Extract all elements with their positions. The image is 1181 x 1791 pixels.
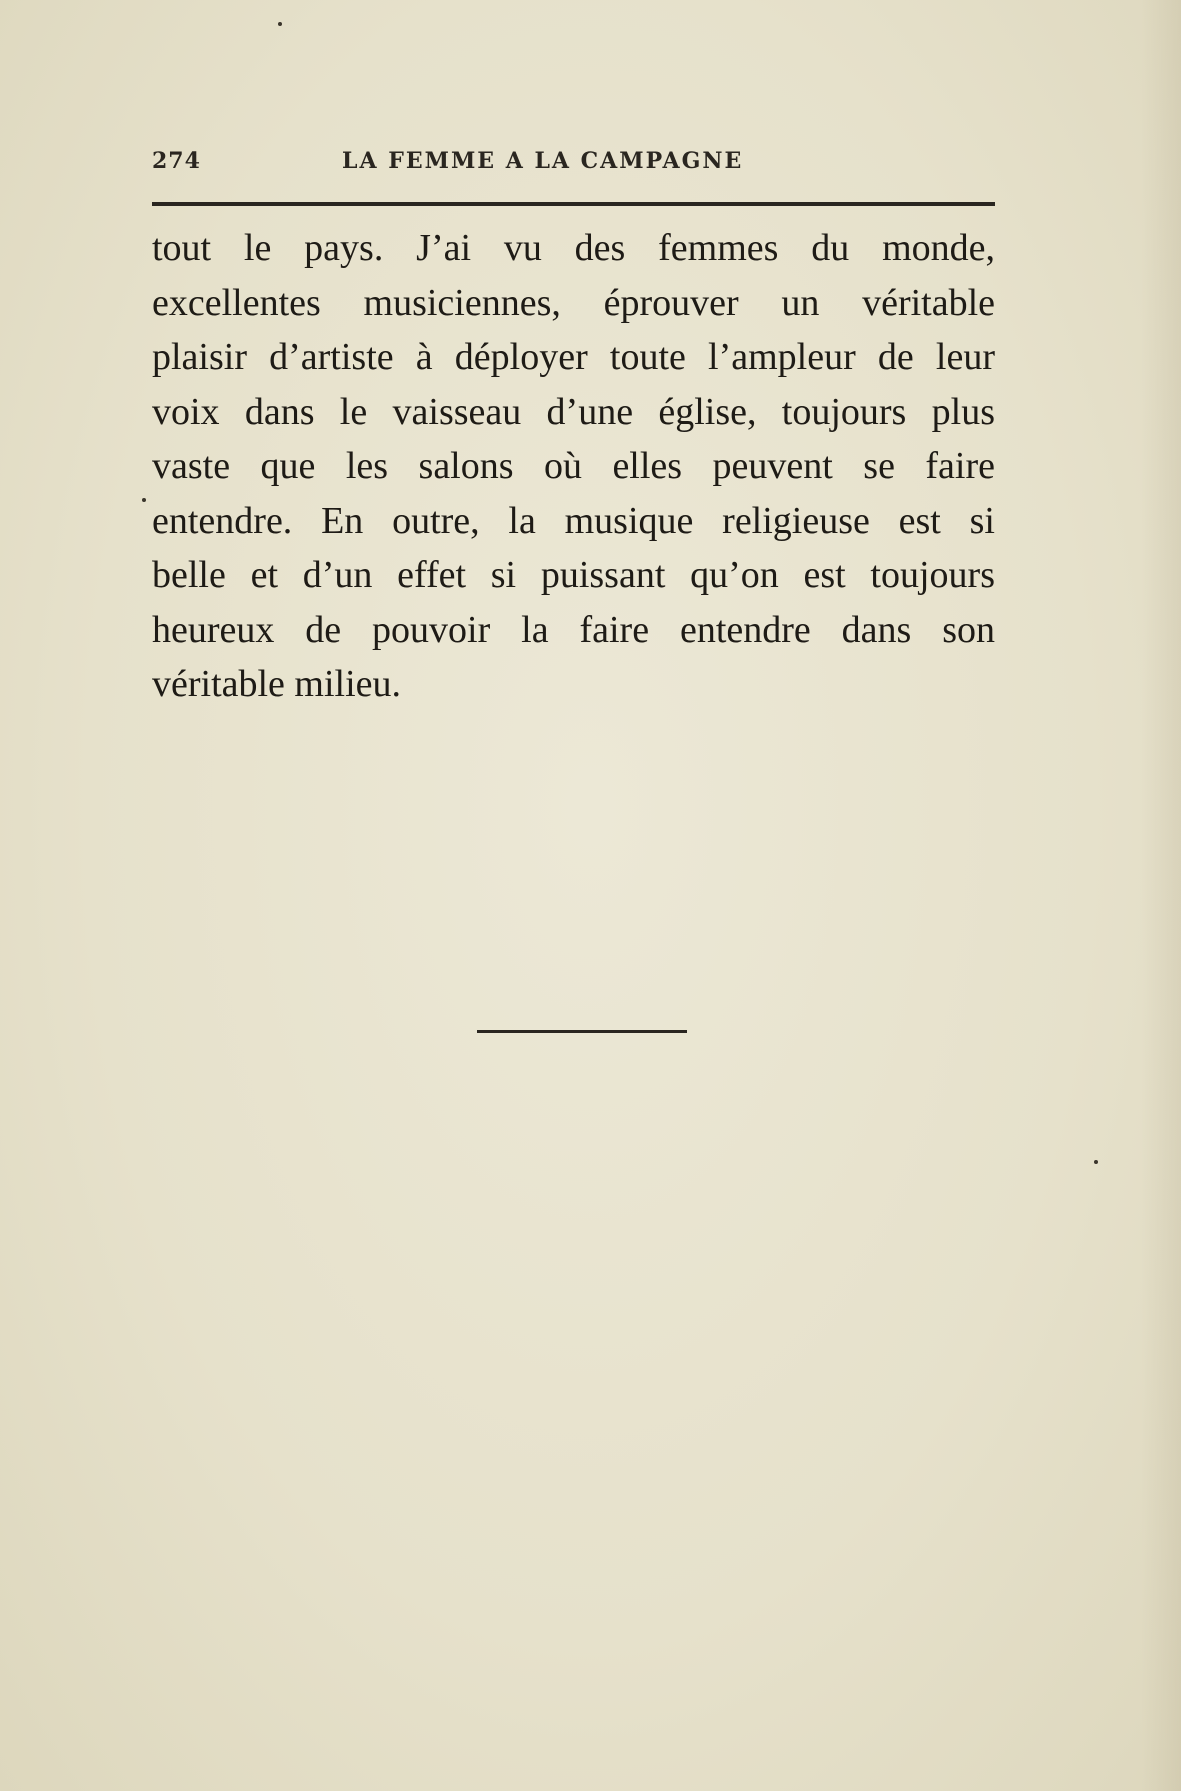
text-line: excellentes musiciennes, éprouver un véritable: [152, 281, 995, 324]
paper-speck: [278, 22, 282, 26]
text-line: vaste que les salons où elles peuvent se faire: [152, 445, 995, 487]
text-line: voix dans le vaisseau d’une église, toujours plus: [152, 390, 995, 433]
section-end-rule: [477, 1030, 687, 1033]
text-line: entendre. En outre, la musique religieuse est si: [152, 499, 995, 542]
paper-speck: [1094, 1160, 1098, 1164]
body-paragraph: [152, 221, 995, 712]
running-head: [152, 142, 995, 182]
running-title: LA FEMME A LA CAMPAGNE: [342, 148, 744, 174]
page-number: 274: [152, 148, 201, 174]
text-line: belle et d’un effet si puissant qu’on est toujours: [152, 554, 995, 596]
text-line: plaisir d’artiste à déployer toute l’ampleur de leur: [152, 336, 995, 378]
page-edge-shadow: [1141, 0, 1181, 1791]
paper-speck: [142, 498, 146, 502]
text-line-last: véritable milieu.: [152, 663, 402, 705]
text-line: heureux de pouvoir la faire entendre dans son: [152, 608, 995, 651]
text-line: tout le pays. J’ai vu des femmes du monde,: [152, 227, 995, 269]
header-rule: [152, 202, 995, 206]
